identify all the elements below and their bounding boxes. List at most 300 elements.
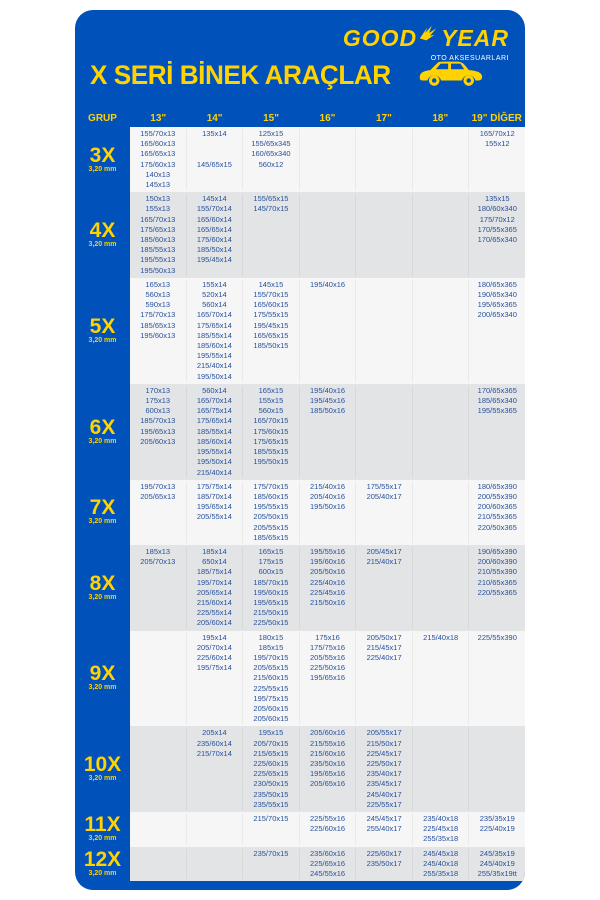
group-row-4x	[75, 192, 525, 278]
tire-size: 215/40x18	[423, 632, 459, 642]
size-column	[413, 482, 470, 543]
tire-size: 195/65x16	[310, 769, 346, 779]
tire-size: 195/75x15	[253, 693, 289, 703]
size-column	[187, 386, 244, 478]
tire-size: 175/55x15	[253, 310, 289, 320]
tire-size: 215/70x14	[196, 748, 232, 758]
logo-text-left: GOOD	[342, 25, 418, 51]
tire-size: 165/60x14	[196, 214, 232, 224]
size-column	[243, 728, 300, 810]
tire-size: 235/70x15	[253, 848, 289, 858]
size-column	[187, 547, 244, 629]
tire-size: 155/65x15	[253, 194, 289, 204]
tire-size: 195/75x14	[196, 663, 232, 673]
size-column	[413, 728, 470, 810]
size-column	[130, 547, 187, 629]
tire-size: 165/70x15	[253, 416, 289, 426]
tire-size: 165/70x13	[140, 214, 176, 224]
group-label-cell	[75, 278, 130, 384]
tire-size: 205/60x13	[140, 436, 176, 446]
size-column	[356, 814, 413, 845]
tire-size: 215/60x15	[253, 673, 289, 683]
group-sizes-area	[130, 384, 525, 480]
size-column	[469, 814, 525, 845]
size-column	[187, 129, 244, 190]
group-label-cell	[75, 812, 130, 847]
group-row-7x	[75, 480, 525, 545]
tire-size: 135x14	[202, 129, 227, 138]
tire-size: 205/40x17	[366, 491, 402, 501]
tire-size: 185/60x15	[253, 491, 289, 501]
tire-size: 195/55x16	[310, 546, 346, 556]
tire-size: 235/40x17	[366, 769, 402, 779]
tire-size: 195x14	[202, 632, 227, 642]
tire-size: 225/50x16	[310, 663, 346, 673]
size-column	[130, 849, 187, 880]
group-thickness: 3,20 mm	[88, 869, 117, 877]
tire-size: 235/35x19	[479, 814, 515, 823]
tire-size: 205/55x17	[366, 728, 402, 738]
size-column	[413, 547, 470, 629]
tire-size: 205/45x17	[366, 546, 402, 556]
size-column	[300, 547, 357, 629]
size-column	[243, 129, 300, 190]
tire-size: 205/65x14	[196, 587, 232, 597]
tire-size: 245/45x18	[423, 848, 459, 858]
group-row-10x	[75, 726, 525, 812]
tire-size: 190/65x340	[477, 290, 517, 300]
size-column	[243, 386, 300, 478]
size-column	[356, 386, 413, 478]
tire-size: 205/70x15	[253, 738, 289, 748]
tire-size: 245/40x18	[423, 858, 459, 868]
group-label: 11X	[84, 813, 121, 837]
group-thickness: 3,20 mm	[88, 684, 117, 692]
tire-size: 195/60x15	[253, 587, 289, 597]
tire-size: 225/55x15	[253, 683, 289, 693]
tire-size: 205/60x16	[310, 728, 346, 738]
tire-size: 165x13	[145, 279, 171, 289]
tire-size: 210/55x365	[477, 512, 517, 522]
size-column	[130, 814, 187, 845]
tire-size: 165/60x15	[253, 300, 289, 310]
size-column	[300, 849, 357, 880]
column-header: 19" DİĞER	[471, 112, 522, 124]
size-column	[356, 280, 413, 382]
tire-size: 560x14	[202, 300, 227, 310]
size-column	[413, 194, 470, 276]
column-header: 18"	[432, 112, 449, 124]
tire-size: 195/50x15	[253, 457, 289, 467]
tire-size: 185/60x13	[140, 235, 176, 245]
tire-size: 200/65x340	[477, 310, 517, 320]
tire-size: 150x13	[145, 194, 171, 204]
group-label-cell	[75, 726, 130, 812]
tire-size: 175x13	[145, 396, 171, 406]
size-column	[187, 482, 244, 543]
tire-size: 195x15	[258, 728, 284, 738]
group-label: 8X	[89, 571, 116, 595]
tire-size: 590x13	[145, 300, 171, 310]
tire-size: 160/65x340	[251, 149, 291, 159]
tire-size: 195/55x13	[140, 255, 176, 265]
size-column	[413, 633, 470, 725]
size-column	[243, 814, 300, 845]
tire-size: 185/55x14	[196, 426, 232, 436]
group-row-11x	[75, 812, 525, 847]
tire-size: 230/50x15	[253, 779, 289, 789]
tire-size: 185/60x14	[196, 436, 232, 446]
tire-size: 225/55x390	[477, 632, 517, 642]
tire-size: 185x14	[202, 546, 227, 556]
size-column	[356, 194, 413, 276]
table-body	[75, 127, 525, 881]
tire-size: 195/60x13	[140, 330, 176, 340]
tire-size: 175/65x13	[140, 224, 176, 234]
tire-size: 200/60x365	[477, 502, 517, 512]
tire-size: 145x13	[145, 180, 171, 190]
group-thickness: 3,20 mm	[88, 241, 117, 249]
tire-size: 195/40x16	[310, 385, 346, 395]
group-thickness: 3,20 mm	[88, 336, 117, 344]
tire-size: 245/55x16	[310, 869, 346, 879]
tire-size: 145/70x15	[253, 204, 289, 214]
group-label: 10X	[83, 753, 122, 777]
group-label: 6X	[89, 415, 116, 439]
tire-size: 170/65x340	[477, 235, 517, 245]
group-row-8x	[75, 545, 525, 631]
size-column	[130, 633, 187, 725]
tire-size: 165x15	[258, 385, 284, 395]
tire-size: 205/65x16	[310, 779, 346, 789]
tire-size: 205/50x15	[253, 512, 289, 522]
tire-size: 165/75x14	[196, 406, 232, 416]
tire-size: 255/35x19tt	[477, 869, 517, 879]
size-column	[300, 482, 357, 543]
tire-size: 175/60x15	[253, 426, 289, 436]
tire-size: 255/35x18	[423, 834, 459, 844]
group-sizes-area	[130, 480, 525, 545]
tire-size: 200/55x390	[477, 491, 517, 501]
group-label-cell	[75, 192, 130, 278]
tire-size: 235/50x16	[310, 758, 346, 768]
tire-size: 195/45x16	[310, 396, 346, 406]
size-column	[130, 482, 187, 543]
tire-size: 175/60x13	[140, 159, 176, 169]
group-label-cell	[75, 480, 130, 545]
tire-size: 175/70x12	[479, 214, 515, 224]
size-column	[469, 728, 525, 810]
tire-size: 195/65x365	[477, 300, 517, 310]
group-sizes-area	[130, 192, 525, 278]
tire-size: 225/65x15	[253, 769, 289, 779]
tire-size: 195/45x15	[253, 320, 289, 330]
tire-size: 220/50x365	[477, 522, 517, 532]
tire-size: 195/65x15	[253, 597, 289, 607]
size-column	[300, 386, 357, 478]
group-row-3x	[75, 127, 525, 192]
tire-size: 195/65x16	[310, 673, 346, 683]
tire-size: 215/65x15	[253, 748, 289, 758]
group-label-cell	[75, 631, 130, 727]
tire-size: 175/65x14	[196, 320, 232, 330]
tire-size: 225/45x18	[423, 824, 459, 834]
size-column	[130, 386, 187, 478]
tire-size: 205/60x15	[253, 714, 289, 724]
tire-size: 165/70x14	[196, 396, 232, 406]
group-sizes-area	[130, 847, 525, 882]
tire-size: 145/65x15	[196, 159, 232, 169]
size-column	[187, 849, 244, 880]
group-sizes-area	[130, 812, 525, 847]
tire-size: 235/60x14	[196, 738, 232, 748]
tire-size: 235/45x17	[366, 779, 402, 789]
tire-size: 165x15	[258, 546, 284, 556]
title-bar	[90, 58, 513, 93]
tire-size: 205/50x16	[310, 567, 346, 577]
tire-size: 225/50x17	[366, 758, 402, 768]
tire-size: 155x15	[258, 396, 284, 406]
group-sizes-area	[130, 631, 525, 727]
tire-size: 215/50x16	[310, 597, 346, 607]
tire-size: 205/55x16	[310, 652, 346, 662]
group-sizes-area	[130, 726, 525, 812]
size-column	[469, 633, 525, 725]
tire-size: 195/45x14	[196, 255, 232, 265]
size-column	[300, 814, 357, 845]
tire-size: 140x13	[145, 169, 171, 179]
size-column	[130, 280, 187, 382]
tire-size: 185x15	[258, 642, 284, 652]
group-label: 9X	[89, 662, 116, 686]
tire-size: 560x13	[145, 290, 171, 300]
tire-size: 520x14	[202, 290, 227, 300]
tire-size: 225/55x14	[196, 608, 232, 618]
size-column	[243, 547, 300, 629]
tire-size: 195/50x13	[140, 265, 176, 275]
tire-size: 195/70x15	[253, 652, 289, 662]
tire-size: 185/55x13	[140, 245, 176, 255]
page-title: X SERİ BİNEK ARAÇLAR	[90, 60, 391, 90]
tire-size: 225/40x16	[310, 577, 346, 587]
tire-size: 195/60x16	[310, 557, 346, 567]
tire-size: 175/65x15	[253, 436, 289, 446]
size-column	[469, 849, 525, 880]
tire-size: 255/35x18	[423, 869, 459, 879]
tire-size: 165/70x14	[196, 310, 232, 320]
size-column	[243, 849, 300, 880]
tire-size: 560x15	[258, 406, 284, 416]
tire-size: 225/55x17	[366, 799, 402, 809]
tire-size: 155/70x14	[196, 204, 232, 214]
group-label-cell	[75, 384, 130, 480]
tire-size: 225/45x16	[310, 587, 346, 597]
tire-size: 185/70x13	[140, 416, 176, 426]
size-column	[187, 728, 244, 810]
tire-size	[187, 149, 243, 159]
tire-size: 205x14	[202, 728, 227, 738]
goodyear-logo	[343, 22, 509, 54]
logo-text-right: YEAR	[441, 25, 509, 51]
tire-size: 195/65x13	[140, 426, 176, 436]
size-column	[469, 386, 525, 478]
tire-size: 170/55x365	[477, 224, 517, 234]
tire-size: 215/55x16	[310, 738, 346, 748]
tire-size: 225/60x17	[366, 848, 402, 858]
tire-size: 215/40x14	[196, 467, 232, 477]
tire-size: 185/70x15	[253, 577, 289, 587]
size-column	[356, 849, 413, 880]
tire-size: 225/45x17	[366, 748, 402, 758]
tire-size	[187, 139, 243, 149]
tire-size: 165/65x14	[196, 224, 232, 234]
brand-tagline: OTO AKSESUARLARI	[430, 55, 509, 62]
size-column	[469, 194, 525, 276]
group-thickness: 3,20 mm	[88, 835, 117, 843]
column-header-grup: GRUP	[88, 112, 117, 124]
column-header: 13"	[150, 112, 167, 124]
group-thickness: 3,20 mm	[88, 593, 117, 601]
tire-size: 215/50x15	[253, 608, 289, 618]
group-label: 7X	[89, 496, 116, 520]
tire-size: 175x15	[258, 557, 284, 567]
group-sizes-area	[130, 545, 525, 631]
tire-size: 235/50x15	[253, 789, 289, 799]
group-label: 12X	[83, 847, 122, 871]
tire-size: 185/75x14	[196, 567, 232, 577]
car-icon	[418, 58, 484, 93]
tire-size: 175/75x16	[310, 642, 346, 652]
group-sizes-area	[130, 127, 525, 192]
size-column	[243, 482, 300, 543]
tire-size: 235/40x18	[423, 814, 459, 823]
tire-size: 215/60x14	[196, 597, 232, 607]
group-thickness: 3,20 mm	[88, 165, 117, 173]
tire-size: 185/55x14	[196, 330, 232, 340]
tire-size: 195/55x365	[477, 406, 517, 416]
size-column	[469, 547, 525, 629]
tire-size: 175/75x14	[196, 481, 232, 491]
brochure-card	[75, 10, 525, 890]
tire-size: 225/60x14	[196, 652, 232, 662]
tire-size: 195/65x14	[196, 502, 232, 512]
brand-block	[343, 22, 509, 62]
size-column	[413, 280, 470, 382]
size-column	[356, 728, 413, 810]
tire-size: 170x13	[145, 385, 171, 395]
tire-size: 560x12	[258, 159, 284, 169]
group-label: 5X	[89, 314, 116, 338]
tire-size: 225/40x19	[479, 824, 515, 834]
tire-size: 155x12	[484, 139, 510, 149]
size-column	[130, 728, 187, 810]
size-column	[469, 129, 525, 190]
tire-size: 195/55x14	[196, 351, 232, 361]
size-column	[130, 129, 187, 190]
tire-size: 245/35x19	[479, 848, 515, 858]
tire-size: 195/50x14	[196, 457, 232, 467]
tire-size: 155/70x13	[140, 129, 176, 138]
size-column	[413, 849, 470, 880]
tire-size: 185/70x14	[196, 491, 232, 501]
tire-size: 180/65x365	[477, 279, 517, 289]
size-column	[187, 814, 244, 845]
tire-size: 225/50x15	[253, 618, 289, 628]
tire-size: 185/60x14	[196, 341, 232, 351]
size-column	[413, 129, 470, 190]
group-thickness: 3,20 mm	[88, 437, 117, 445]
tire-size: 255/40x17	[366, 824, 402, 834]
group-row-9x	[75, 631, 525, 727]
size-column	[300, 194, 357, 276]
tire-size: 225/60x16	[310, 824, 346, 834]
tire-size: 195/40x16	[310, 279, 346, 289]
group-label-cell	[75, 545, 130, 631]
tire-size: 215/50x17	[366, 738, 402, 748]
group-label: 4X	[89, 219, 116, 243]
tire-size: 185/65x15	[253, 532, 289, 542]
tire-size: 220/55x365	[477, 587, 517, 597]
tire-size: 155/65x345	[251, 139, 291, 149]
size-column	[243, 280, 300, 382]
tire-size: 175/70x15	[253, 481, 289, 491]
size-column	[130, 194, 187, 276]
group-row-6x	[75, 384, 525, 480]
tire-size: 205/55x14	[196, 512, 232, 522]
tire-size: 125x15	[258, 129, 284, 138]
tire-size: 235/60x16	[310, 848, 346, 858]
tire-size: 185/50x15	[253, 341, 289, 351]
tire-size: 185/50x14	[196, 245, 232, 255]
group-row-5x	[75, 278, 525, 384]
tire-size: 215/40x14	[196, 361, 232, 371]
tire-size: 225/60x15	[253, 758, 289, 768]
size-column	[413, 386, 470, 478]
tire-size: 205/70x13	[140, 557, 176, 567]
tire-size: 180/65x390	[477, 481, 517, 491]
size-column	[300, 129, 357, 190]
size-column	[187, 633, 244, 725]
tire-size: 155x14	[202, 279, 227, 289]
tire-size: 180x15	[258, 632, 284, 642]
table-header	[75, 109, 525, 127]
size-column	[356, 633, 413, 725]
tire-size: 215/45x17	[366, 642, 402, 652]
tire-size: 165/65x15	[253, 330, 289, 340]
group-thickness: 3,20 mm	[88, 775, 117, 783]
tire-size: 170/65x365	[477, 385, 517, 395]
size-column	[300, 633, 357, 725]
tire-size: 185/55x15	[253, 447, 289, 457]
tire-size: 235/55x15	[253, 799, 289, 809]
size-column	[300, 728, 357, 810]
group-row-12x	[75, 847, 525, 882]
tire-size: 195/50x14	[196, 371, 232, 381]
tire-size: 180/60x340	[477, 204, 517, 214]
tire-size: 205/70x14	[196, 642, 232, 652]
tire-size: 145x14	[202, 194, 227, 204]
tire-size: 205/40x16	[310, 491, 346, 501]
tire-size: 225/65x16	[310, 858, 346, 868]
tire-size: 215/40x16	[310, 481, 346, 491]
column-header: 15"	[263, 112, 279, 124]
tire-size: 600x13	[145, 406, 171, 416]
tire-size: 195/55x15	[253, 502, 289, 512]
tire-size: 215/60x16	[310, 748, 346, 758]
tire-size: 245/40x19	[479, 858, 515, 868]
tire-size: 175/65x14	[196, 416, 232, 426]
tire-size: 165/70x12	[479, 129, 515, 138]
